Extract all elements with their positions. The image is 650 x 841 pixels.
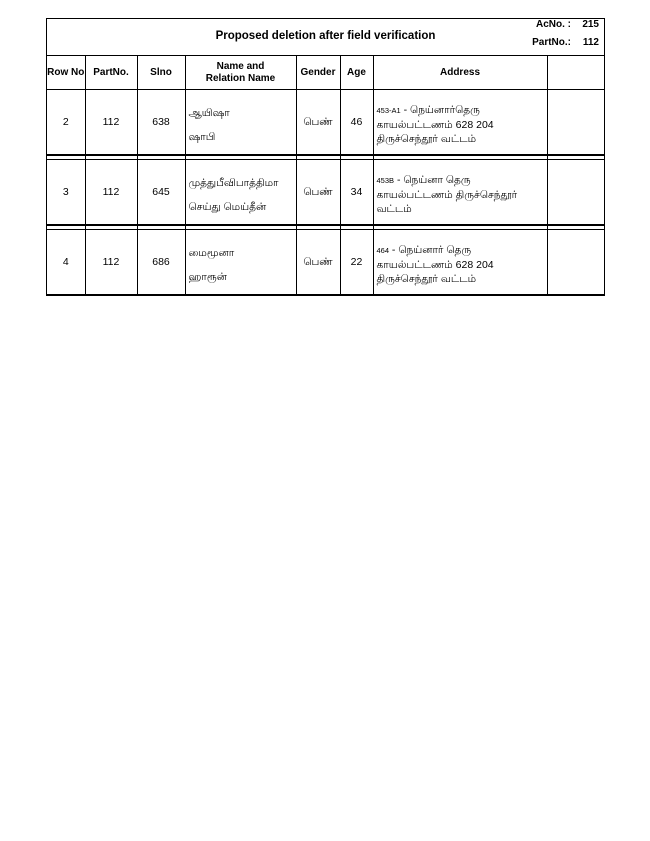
address-door-no: 464 — [376, 245, 390, 255]
address-door-no: 453-A1 — [376, 105, 401, 115]
ac-number — [536, 19, 599, 30]
col-slno: Slno — [137, 56, 185, 90]
relation-name: ஷாபி — [188, 130, 216, 143]
relation-name: செய்து மெய்தீன் — [188, 200, 267, 213]
elector-name: மைமூனா — [188, 246, 235, 259]
table-row — [47, 160, 604, 226]
deletion-list-frame — [46, 18, 605, 296]
ac-value: 215 — [582, 19, 599, 30]
part-no: 112 — [85, 160, 137, 226]
part-label: PartNo.: — [532, 37, 571, 48]
blank-cell — [547, 90, 604, 156]
gender: பெண் — [296, 230, 340, 296]
row-no: 2 — [47, 90, 85, 156]
part-number — [532, 37, 599, 48]
part-no: 112 — [85, 230, 137, 296]
age: 22 — [340, 230, 373, 296]
name-cell — [185, 230, 296, 296]
address-text: - நெய்னா தெரு காயல்பட்டணம் திருச்செந்தூர் வட்டம் — [376, 173, 518, 215]
blank-cell — [547, 230, 604, 296]
table-row — [47, 230, 604, 296]
address-door-no: 453B — [376, 175, 395, 185]
age: 46 — [340, 90, 373, 156]
deletion-table — [47, 56, 604, 296]
report-title: Proposed deletion after field verification — [215, 30, 436, 42]
ac-label: AcNo. : — [536, 19, 571, 30]
table-header-row — [47, 56, 604, 90]
slno: 645 — [137, 160, 185, 226]
relation-name: ஹாரூன் — [188, 270, 227, 283]
report-header — [47, 19, 604, 56]
col-row-no: Row No — [47, 56, 85, 90]
part-no: 112 — [85, 90, 137, 156]
blank-cell — [547, 160, 604, 226]
gender: பெண் — [296, 160, 340, 226]
name-cell — [185, 90, 296, 156]
address-text: - நெய்னார்தெரு காயல்பட்டணம் 628 204 திருச்செந்தூர் வட்டம் — [376, 103, 494, 145]
slno: 686 — [137, 230, 185, 296]
address — [373, 90, 547, 156]
col-address: Address — [373, 56, 547, 90]
row-no: 4 — [47, 230, 85, 296]
age: 34 — [340, 160, 373, 226]
col-blank — [547, 56, 604, 90]
col-age: Age — [340, 56, 373, 90]
part-value: 112 — [582, 37, 599, 48]
elector-name: ஆயிஷா — [188, 106, 230, 119]
name-cell — [185, 160, 296, 226]
address-text: - நெய்னார் தெரு காயல்பட்டணம் 628 204 திருச்செந்தூர் வட்டம் — [376, 243, 494, 285]
address — [373, 230, 547, 296]
slno: 638 — [137, 90, 185, 156]
address — [373, 160, 547, 226]
col-gender: Gender — [296, 56, 340, 90]
col-name: Name and Relation Name — [185, 56, 296, 90]
table-row — [47, 90, 604, 156]
gender: பெண் — [296, 90, 340, 156]
col-part-no: PartNo. — [85, 56, 137, 90]
row-no: 3 — [47, 160, 85, 226]
elector-name: முத்துபீவிபாத்திமா — [188, 176, 279, 189]
